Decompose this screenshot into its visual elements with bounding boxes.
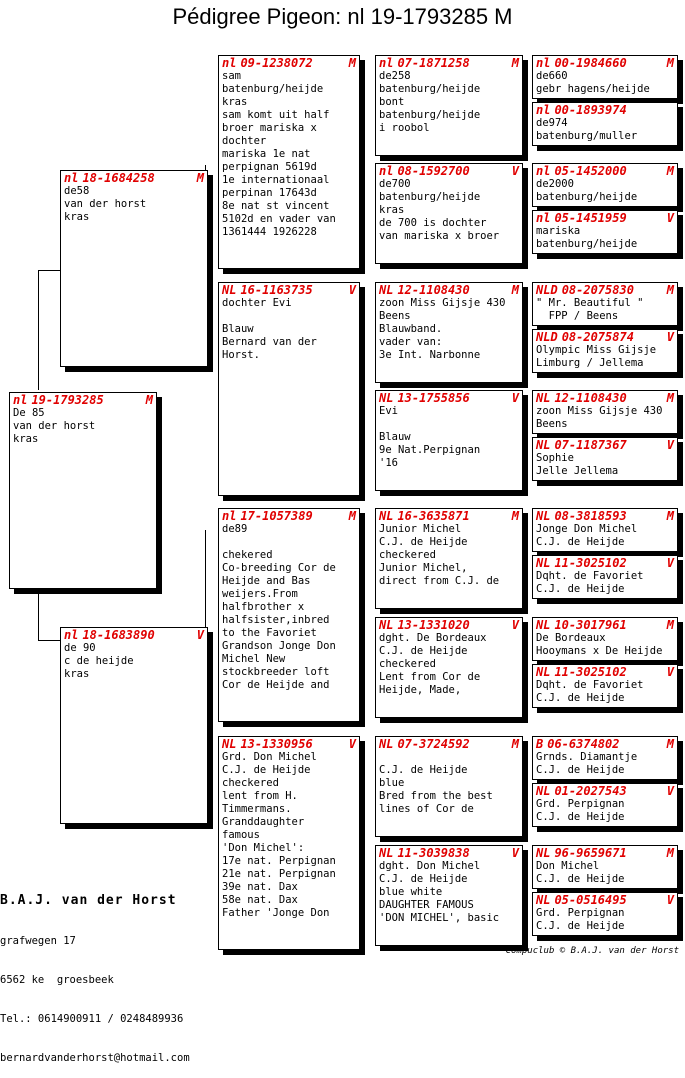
ring-number: 08-2075874: [561, 330, 634, 344]
ring-number: 06-6374802: [547, 737, 620, 751]
pigeon-details: De Bordeaux Hooymans x De Heijde: [536, 632, 663, 657]
ring-number: 01-2027543: [554, 784, 627, 798]
ring-header: [61, 171, 207, 185]
pigeon-details: Grd. Perpignan C.J. de Heijde: [536, 907, 625, 932]
pigeon-details: Don Michel C.J. de Heijde: [536, 860, 625, 885]
country-code: nl: [64, 171, 79, 185]
ring-number: 08-2075830: [561, 283, 634, 297]
country-code: NL: [536, 784, 551, 798]
sex-marker: V: [511, 164, 519, 178]
ring-header: [376, 164, 522, 178]
pigeon-card-p28: [532, 783, 678, 827]
pigeon-card-p7: [375, 55, 523, 156]
pigeon-details: C.J. de Heijde blue Bred from the best lines of Cor de: [379, 764, 493, 815]
sex-marker: M: [511, 56, 519, 70]
ring-header: [533, 56, 677, 70]
owner-city: 6562 ke groesbeek: [0, 974, 114, 986]
ring-number: 08-1592700: [397, 164, 470, 178]
pigeon-details: Junior Michel C.J. de Heijde checkered Junior Michel, direct from C.J. de: [379, 523, 500, 587]
pigeon-card-p23: [532, 508, 678, 552]
pigeon-card-p10: [375, 390, 523, 491]
sex-marker: V: [511, 618, 519, 632]
pigeon-card-p2: [60, 627, 208, 824]
ring-number: 12-1108430: [397, 283, 470, 297]
pigeon-card-p27: [532, 736, 678, 780]
ring-header: [376, 509, 522, 523]
pigeon-details: Sophie Jelle Jellema: [536, 452, 619, 477]
country-code: NL: [379, 509, 394, 523]
ring-header: [376, 56, 522, 70]
pigeon-card-p22: [532, 437, 678, 481]
ring-header: [376, 283, 522, 297]
country-code: NL: [536, 391, 551, 405]
ring-number: 19-1793285: [31, 393, 104, 407]
ring-number: 07-1871258: [397, 56, 470, 70]
sex-marker: M: [196, 171, 204, 185]
sex-marker: M: [511, 283, 519, 297]
pigeon-card-p3: [218, 55, 360, 269]
pigeon-card-p17: [532, 163, 678, 207]
pigeon-details: Jonge Don Michel C.J. de Heijde: [536, 523, 638, 548]
sex-marker: M: [145, 393, 153, 407]
ring-header: [376, 737, 522, 751]
ring-header: [533, 556, 677, 570]
ring-header: [219, 737, 359, 751]
ring-number: 96-9659671: [554, 846, 627, 860]
sex-marker: M: [666, 283, 674, 297]
pigeon-card-p8: [375, 163, 523, 264]
pigeon-details: Grd. Don Michel C.J. de Heijde checkered lent from H. Timmermans. Granddaughter famous 'Don Michel': 17e nat. Perpignan 21e nat. Perpignan 39e nat. Dax 58e nat. Dax Father 'Jonge Don: [222, 751, 336, 919]
ring-header: [533, 391, 677, 405]
pigeon-details: de974 batenburg/muller: [536, 117, 638, 142]
ring-number: 11-3039838: [397, 846, 470, 860]
pigeon-details: Dqht. de Favoriet C.J. de Heijde: [536, 679, 644, 704]
country-code: NLD: [536, 283, 558, 297]
ring-number: 18-1684258: [82, 171, 155, 185]
country-code: nl: [536, 164, 551, 178]
connector-line: [38, 270, 60, 271]
ring-number: 09-1238072: [240, 56, 313, 70]
pigeon-card-p24: [532, 555, 678, 599]
country-code: nl: [13, 393, 28, 407]
pigeon-card-p9: [375, 282, 523, 383]
pigeon-details: Dqht. de Favoriet C.J. de Heijde: [536, 570, 644, 595]
pigeon-details: sam batenburg/heijde kras sam komt uit half broer mariska x dochter mariska 1e nat perpignan 5619d 1e internationaal perpinan 17643d 8e nat st vincent 5102d en vader van 1361444 1926228: [222, 70, 336, 238]
pigeon-card-p1: [60, 170, 208, 367]
pigeon-card-p25: [532, 617, 678, 661]
ring-header: [533, 784, 677, 798]
sex-marker: M: [666, 618, 674, 632]
owner-email: bernardvanderhorst@hotmail.com: [0, 1052, 190, 1064]
sex-marker: M: [348, 509, 356, 523]
country-code: NL: [536, 509, 551, 523]
ring-number: 08-3818593: [554, 509, 627, 523]
ring-number: 05-1452000: [554, 164, 627, 178]
ring-number: 05-1451959: [554, 211, 627, 225]
ring-header: [533, 618, 677, 632]
sex-marker: M: [666, 164, 674, 178]
pigeon-card-p11: [375, 508, 523, 609]
pigeon-details: Olympic Miss Gijsje Limburg / Jellema: [536, 344, 657, 369]
pigeon-card-p13: [375, 736, 523, 837]
ring-number: 07-3724592: [397, 737, 470, 751]
country-code: nl: [536, 103, 551, 117]
pigeon-details: dght. Don Michel C.J. de Heijde blue white DAUGHTER FAMOUS 'DON MICHEL', basic: [379, 860, 500, 924]
country-code: nl: [379, 56, 394, 70]
ring-header: [533, 438, 677, 452]
sex-marker: V: [666, 211, 674, 225]
pigeon-card-p16: [532, 102, 678, 146]
pigeon-details: Evi Blauw 9e Nat.Perpignan '16: [379, 405, 481, 469]
sex-marker: M: [348, 56, 356, 70]
ring-header: [533, 665, 677, 679]
connector-line: [38, 270, 39, 390]
ring-number: 05-0516495: [554, 893, 627, 907]
sex-marker: V: [196, 628, 204, 642]
country-code: NL: [536, 438, 551, 452]
sex-marker: M: [666, 846, 674, 860]
pigeon-card-p12: [375, 617, 523, 718]
pigeon-card-p6: [218, 736, 360, 950]
sex-marker: V: [666, 665, 674, 679]
pigeon-card-p15: [532, 55, 678, 99]
ring-number: 16-3635871: [397, 509, 470, 523]
owner-info: [0, 867, 190, 1078]
owner-street: grafwegen 17: [0, 935, 76, 947]
ring-header: [533, 103, 677, 117]
ring-header: [61, 628, 207, 642]
pigeon-details: dght. De Bordeaux C.J. de Heijde checkered Lent from Cor de Heijde, Made,: [379, 632, 487, 696]
sex-marker: M: [666, 737, 674, 751]
ring-header: [376, 618, 522, 632]
footer-credit: Compuclub © B.A.J. van der Horst: [505, 946, 679, 956]
country-code: nl: [222, 509, 237, 523]
country-code: nl: [379, 164, 394, 178]
ring-number: 13-1755856: [397, 391, 470, 405]
country-code: NL: [379, 618, 394, 632]
pigeon-details: de89 chekered Co-breeding Cor de Heijde and Bas weijers.From halfbrother x halfsister,inbred to the Favoriet Grandson Jonge Don Michel New stockbreeder loft Cor de Heijde and: [222, 523, 336, 691]
country-code: nl: [536, 56, 551, 70]
pigeon-details: dochter Evi Blauw Bernard van der Horst.: [222, 297, 317, 361]
page-title: Pédigree Pigeon: nl 19-1793285 M: [172, 4, 513, 29]
country-code: nl: [222, 56, 237, 70]
pigeon-card-p19: [532, 282, 678, 326]
country-code: B: [536, 737, 544, 751]
ring-header: [533, 211, 677, 225]
country-code: NL: [222, 283, 237, 297]
sex-marker: V: [348, 283, 356, 297]
country-code: NL: [536, 665, 551, 679]
ring-header: [10, 393, 156, 407]
pigeon-details: De 85 van der horst kras: [13, 407, 96, 445]
country-code: nl: [536, 211, 551, 225]
ring-number: 13-1330956: [240, 737, 313, 751]
owner-phone: Tel.: 0614900911 / 0248489936: [0, 1013, 184, 1025]
ring-number: 00-1984660: [554, 56, 627, 70]
pigeon-details: Grnds. Diamantje C.J. de Heijde: [536, 751, 638, 776]
sex-marker: V: [666, 438, 674, 452]
pigeon-details: de258 batenburg/heijde bont batenburg/heijde i roobol: [379, 70, 481, 134]
sex-marker: M: [666, 56, 674, 70]
sex-marker: M: [511, 509, 519, 523]
ring-number: 16-1163735: [240, 283, 313, 297]
pigeon-card-p18: [532, 210, 678, 254]
pigeon-details: Grd. Perpignan C.J. de Heijde: [536, 798, 625, 823]
sex-marker: M: [511, 737, 519, 751]
pigeon-card-p4: [218, 282, 360, 496]
pigeon-details: de660 gebr hagens/heijde: [536, 70, 650, 95]
pigeon-card-p14: [375, 845, 523, 946]
country-code: NL: [379, 737, 394, 751]
sex-marker: V: [511, 846, 519, 860]
country-code: NL: [379, 846, 394, 860]
ring-header: [219, 56, 359, 70]
country-code: NL: [536, 556, 551, 570]
pigeon-details: de58 van der horst kras: [64, 185, 147, 223]
ring-header: [533, 283, 677, 297]
sex-marker: V: [666, 784, 674, 798]
ring-header: [533, 164, 677, 178]
country-code: nl: [64, 628, 79, 642]
pigeon-card-p0: [9, 392, 157, 589]
pigeon-details: " Mr. Beautiful " FPP / Beens: [536, 297, 644, 322]
sex-marker: V: [348, 737, 356, 751]
ring-header: [376, 846, 522, 860]
ring-header: [533, 846, 677, 860]
ring-number: 00-1893974: [554, 103, 627, 117]
pigeon-details: de700 batenburg/heijde kras de 700 is dochter van mariska x broer: [379, 178, 500, 242]
country-code: NL: [379, 283, 394, 297]
pigeon-card-p5: [218, 508, 360, 722]
pigeon-card-p29: [532, 845, 678, 889]
ring-number: 11-3025102: [554, 665, 627, 679]
sex-marker: V: [511, 391, 519, 405]
pigeon-details: de 90 c de heijde kras: [64, 642, 134, 680]
ring-header: [533, 509, 677, 523]
pigeon-details: zoon Miss Gijsje 430 Beens: [536, 405, 663, 430]
sex-marker: M: [666, 391, 674, 405]
connector-line: [38, 640, 60, 641]
country-code: NL: [536, 846, 551, 860]
ring-header: [376, 391, 522, 405]
pigeon-card-p21: [532, 390, 678, 434]
ring-header: [219, 283, 359, 297]
sex-marker: V: [666, 330, 674, 344]
pigeon-card-p30: [532, 892, 678, 936]
ring-header: [219, 509, 359, 523]
country-code: NL: [222, 737, 237, 751]
ring-header: [533, 737, 677, 751]
ring-header: [533, 893, 677, 907]
pigeon-card-p20: [532, 329, 678, 373]
pigeon-details: zoon Miss Gijsje 430 Beens Blauwband. vader van: 3e Int. Narbonne: [379, 297, 506, 361]
sex-marker: V: [666, 893, 674, 907]
ring-number: 12-1108430: [554, 391, 627, 405]
pigeon-details: de2000 batenburg/heijde: [536, 178, 638, 203]
ring-number: 18-1683890: [82, 628, 155, 642]
ring-number: 07-1187367: [554, 438, 627, 452]
country-code: NL: [536, 893, 551, 907]
pigeon-details: mariska batenburg/heijde: [536, 225, 638, 250]
country-code: NL: [379, 391, 394, 405]
ring-number: 10-3017961: [554, 618, 627, 632]
ring-number: 13-1331020: [397, 618, 470, 632]
ring-number: 17-1057389: [240, 509, 313, 523]
ring-header: [533, 330, 677, 344]
sex-marker: M: [666, 509, 674, 523]
pigeon-card-p26: [532, 664, 678, 708]
sex-marker: V: [666, 556, 674, 570]
owner-name: B.A.J. van der Horst: [0, 893, 177, 908]
country-code: NLD: [536, 330, 558, 344]
country-code: NL: [536, 618, 551, 632]
ring-number: 11-3025102: [554, 556, 627, 570]
